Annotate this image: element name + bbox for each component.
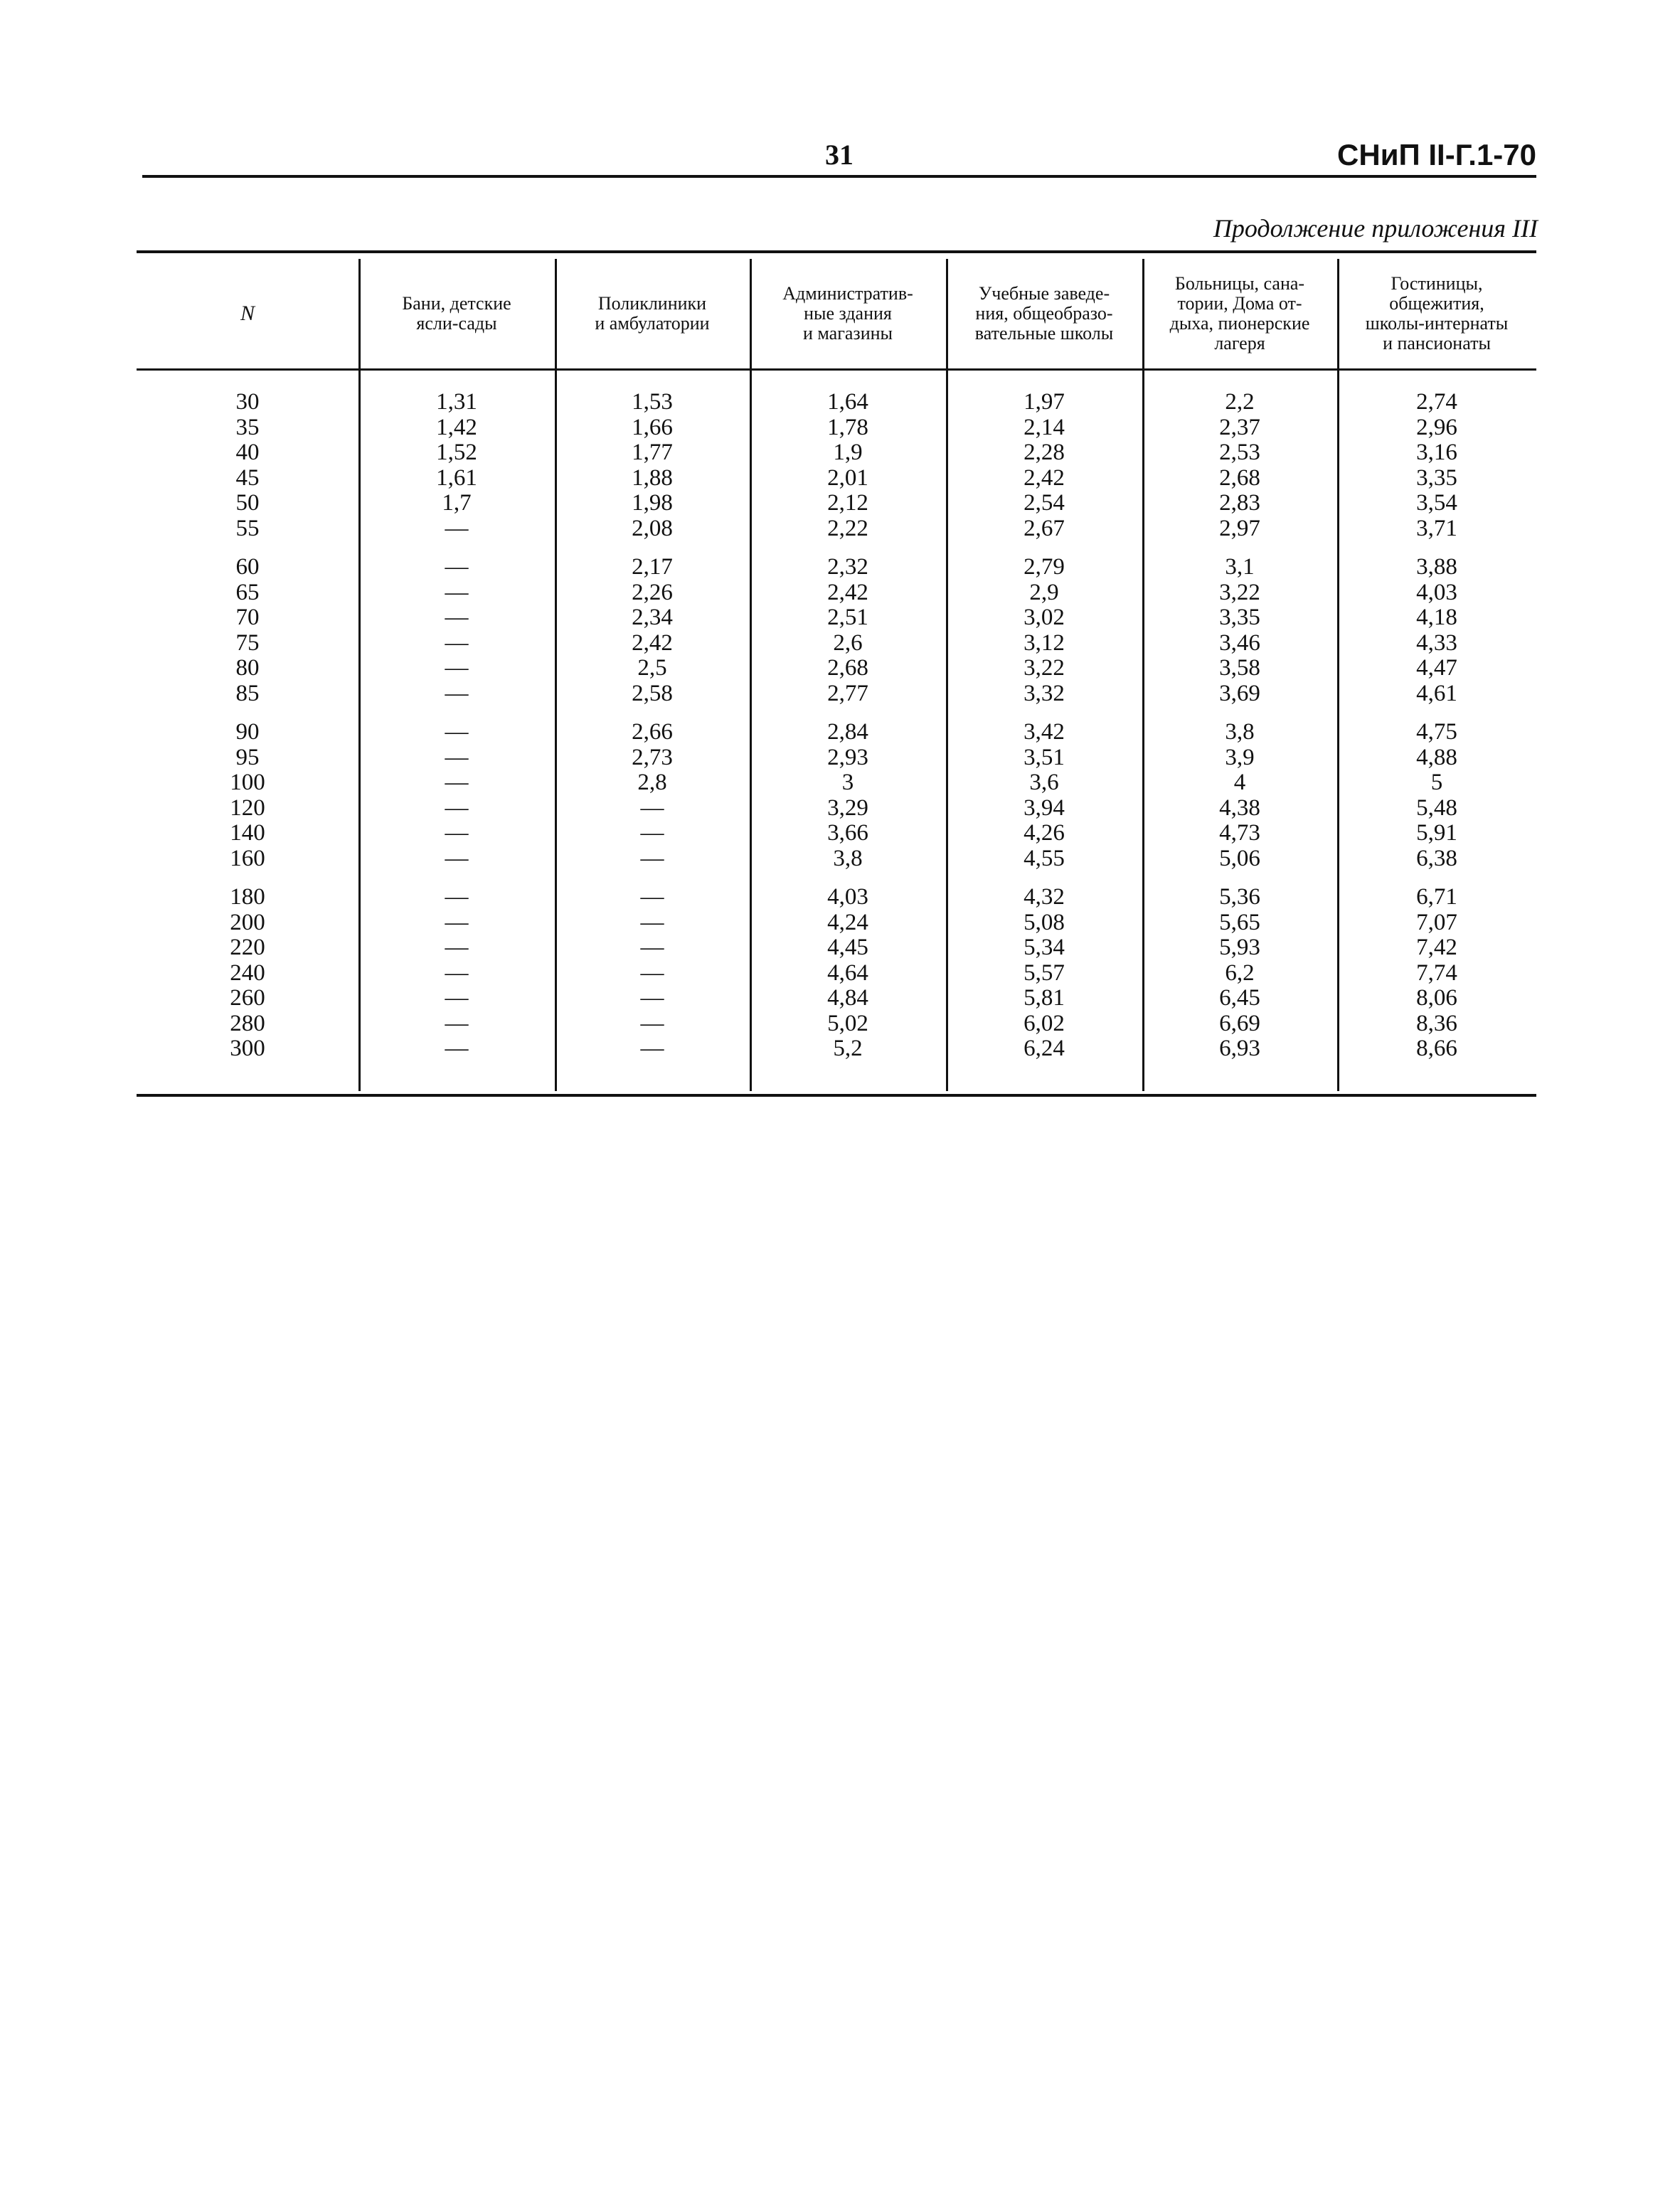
table-cell: — [640, 1010, 664, 1036]
table-cell: 3,02 [1024, 605, 1065, 630]
table-cell: 6,45 [1219, 985, 1260, 1011]
table-cell: 2,28 [1024, 440, 1065, 465]
table-cell: 5,65 [1219, 909, 1260, 935]
table-cell: 7,07 [1416, 909, 1457, 935]
row-n-value: 90 [235, 719, 260, 745]
table-cell: — [445, 605, 469, 630]
table-cell: 6,93 [1219, 1036, 1260, 1061]
row-n-value: 80 [235, 655, 260, 681]
table-top-rule [137, 250, 1536, 253]
table-cell: 5,2 [833, 1036, 863, 1061]
row-n-value: 60 [235, 554, 260, 580]
row-n-value: 260 [230, 985, 265, 1011]
table-cell: 4,45 [827, 935, 868, 960]
table-cell: 1,9 [833, 440, 863, 465]
table-cell: 4,03 [1416, 579, 1457, 605]
column-header: Учебные заведе- ния, общеобразо- вательные школы [974, 283, 1114, 344]
table-cell: 1,97 [1024, 389, 1065, 415]
table-cell: — [640, 935, 664, 960]
table-cell: 2,8 [637, 770, 667, 795]
table-cell: 3,22 [1219, 579, 1260, 605]
table-cell: 2,42 [632, 629, 673, 656]
row-n-value: 30 [235, 389, 260, 415]
table-cell: — [640, 820, 664, 846]
table-cell: 4,24 [827, 909, 868, 935]
column-header: Бани, детские ясли-сады [402, 293, 511, 334]
table-cell: 4,03 [827, 884, 868, 910]
table-cell: 4,47 [1416, 655, 1457, 681]
table-header-rule [137, 368, 1536, 371]
table-cell: — [445, 1010, 469, 1036]
document-code: СНиП II-Г.1-70 [1337, 138, 1536, 171]
table-cell: 3,35 [1416, 464, 1457, 491]
table-cell: 2,32 [827, 554, 868, 580]
row-n-value: 220 [230, 935, 265, 960]
table-cell: 2,17 [632, 554, 673, 580]
table-cell: 4,88 [1416, 744, 1457, 770]
table-cell: 2,42 [827, 579, 868, 605]
table-cell: 3,32 [1024, 680, 1065, 706]
row-n-value: 180 [230, 884, 265, 910]
table-cell: 2,12 [827, 490, 868, 516]
table-cell: 1,88 [632, 464, 673, 491]
table-cell: 2,2 [1225, 389, 1255, 415]
table-cell: 7,42 [1416, 935, 1457, 960]
table-cell: 3,94 [1024, 794, 1065, 821]
column-header: Гостиницы, общежития, школы-интернаты и пансионаты [1365, 273, 1509, 353]
row-n-value: 240 [230, 959, 265, 986]
table-cell: 2,68 [827, 655, 868, 681]
header-rule [142, 175, 1536, 178]
table-cell: 3,66 [827, 820, 868, 846]
table-cell: 1,77 [632, 440, 673, 465]
table-cell: 3,46 [1219, 629, 1260, 656]
row-n-value: 300 [230, 1036, 265, 1061]
table-cell: 6,69 [1219, 1010, 1260, 1036]
table-cell: 2,96 [1416, 414, 1457, 440]
table-cell: — [640, 845, 664, 871]
table-cell: 3,42 [1024, 719, 1065, 745]
row-n-value: 55 [235, 515, 260, 541]
data-table [137, 250, 1536, 1097]
table-cell: — [445, 959, 469, 986]
row-n-value: 45 [235, 464, 260, 491]
table-cell: — [640, 794, 664, 821]
table-cell: 3,22 [1024, 655, 1065, 681]
table-cell: 6,38 [1416, 845, 1457, 871]
table-cell: 2,22 [827, 515, 868, 541]
table-cell: 4,32 [1024, 884, 1065, 910]
page-header [142, 135, 1536, 178]
row-n-value: 75 [235, 629, 260, 656]
row-n-value: 50 [235, 490, 260, 516]
table-cell: 5,36 [1219, 884, 1260, 910]
table-cell: 1,78 [827, 414, 868, 440]
table-cell: 1,98 [632, 490, 673, 516]
table-cell: 3,29 [827, 794, 868, 821]
table-cell: 6,71 [1416, 884, 1457, 910]
table-cell: 4,64 [827, 959, 868, 986]
page-number: 31 [825, 139, 854, 171]
table-cell: 8,36 [1416, 1010, 1457, 1036]
table-cell: 3,88 [1416, 554, 1457, 580]
row-n-value: 120 [230, 794, 265, 821]
table-cell: — [640, 985, 664, 1011]
table-cell: 2,53 [1219, 440, 1260, 465]
table-cell: 5,06 [1219, 845, 1260, 871]
table-cell: 1,31 [436, 389, 477, 415]
table-cell: 3,16 [1416, 440, 1457, 465]
table-cell: 7,74 [1416, 959, 1457, 986]
table-cell: 4,55 [1024, 845, 1065, 871]
table-cell: 4,75 [1416, 719, 1457, 745]
table-cell: — [445, 515, 469, 541]
row-n-value: 160 [230, 845, 265, 871]
table-cell: 4,73 [1219, 820, 1260, 846]
row-n-value: 200 [230, 909, 265, 935]
table-cell: — [445, 719, 469, 745]
table-cell: 3,1 [1225, 554, 1255, 580]
table-cell: 3,12 [1024, 629, 1065, 656]
table-cell: 4,26 [1024, 820, 1065, 846]
table-cell: — [445, 820, 469, 846]
table-cell: 5,02 [827, 1010, 868, 1036]
table-cell: 5 [1430, 770, 1443, 795]
table-cell: — [445, 884, 469, 910]
table-cell: — [640, 884, 664, 910]
table-cell: 1,66 [632, 414, 673, 440]
table-cell: 3,6 [1029, 770, 1059, 795]
table-cell: 2,34 [632, 605, 673, 630]
table-cell: 2,74 [1416, 389, 1457, 415]
table-cell: 2,66 [632, 719, 673, 745]
table-cell: 2,73 [632, 744, 673, 770]
table-cell: 5,48 [1416, 794, 1457, 821]
table-cell: 2,68 [1219, 464, 1260, 491]
row-n-value: 65 [235, 579, 260, 605]
row-n-value: 70 [235, 605, 260, 630]
table-cell: 3,51 [1024, 744, 1065, 770]
table-cell: 8,66 [1416, 1036, 1457, 1061]
table-cell: 2,93 [827, 744, 868, 770]
table-cell: 1,64 [827, 389, 868, 415]
table-cell: — [640, 1036, 664, 1061]
table-cell: 4,61 [1416, 680, 1457, 706]
table-cell: 5,93 [1219, 935, 1260, 960]
table-cell: 6,24 [1024, 1036, 1065, 1061]
row-n-value: 140 [230, 820, 265, 846]
table-cell: — [445, 935, 469, 960]
table-cell: 2,83 [1219, 490, 1260, 516]
row-n-value: 100 [230, 770, 265, 795]
table-cell: 2,08 [632, 515, 673, 541]
table-cell: 3 [841, 770, 854, 795]
table-cell: 5,08 [1024, 909, 1065, 935]
table-cell: 2,5 [637, 655, 667, 681]
table-cell: — [445, 554, 469, 580]
table-cell: 5,34 [1024, 935, 1065, 960]
table-cell: 2,51 [827, 605, 868, 630]
table-cell: 4,18 [1416, 605, 1457, 630]
table-cell: 2,26 [632, 579, 673, 605]
column-header: N [240, 302, 255, 325]
row-n-value: 95 [235, 744, 260, 770]
table-cell: 3,35 [1219, 605, 1260, 630]
table-cell: — [445, 845, 469, 871]
table-cell: — [445, 985, 469, 1011]
table-cell: 2,67 [1024, 515, 1065, 541]
table-cell: 4 [1233, 770, 1246, 795]
row-n-value: 40 [235, 440, 260, 465]
table-cell: — [445, 794, 469, 821]
continuation-caption: Продолжение приложения III [1213, 214, 1538, 243]
table-cell: 3,58 [1219, 655, 1260, 681]
table-cell: — [445, 629, 469, 656]
column-header: Административ- ные здания и магазины [782, 283, 913, 344]
table-cell: 2,01 [827, 464, 868, 491]
row-n-value: 280 [230, 1010, 265, 1036]
table-cell: 3,71 [1416, 515, 1457, 541]
table-cell: 1,52 [436, 440, 477, 465]
table-cell: 2,54 [1024, 490, 1065, 516]
table-cell: 5,57 [1024, 959, 1065, 986]
table-cell: 1,7 [442, 490, 472, 516]
table-cell: 3,8 [833, 845, 863, 871]
table-cell: 6,02 [1024, 1010, 1065, 1036]
table-cell: 4,33 [1416, 629, 1457, 656]
column-header: Поликлиники и амбулатории [595, 293, 710, 334]
table-cell: 2,84 [827, 719, 868, 745]
table-cell: — [445, 680, 469, 706]
table-cell: 8,06 [1416, 985, 1457, 1011]
table-cell: 2,14 [1024, 414, 1065, 440]
table-cell: — [445, 770, 469, 795]
table-cell: 2,37 [1219, 414, 1260, 440]
table-cell: — [445, 655, 469, 681]
row-n-value: 35 [235, 414, 260, 440]
column-header: Больницы, сана- тории, Дома от- дыха, пионерские лагеря [1169, 273, 1310, 353]
table-cell: 4,84 [827, 985, 868, 1011]
table-cell: 6,2 [1225, 959, 1255, 986]
table-cell: 2,58 [632, 680, 673, 706]
table-cell: — [640, 959, 664, 986]
table-cell: 1,61 [436, 464, 477, 491]
table-cell: 2,42 [1024, 464, 1065, 491]
table-cell: 5,81 [1024, 985, 1065, 1011]
table-cell: 3,69 [1219, 680, 1260, 706]
table-cell: 2,9 [1029, 579, 1059, 605]
table-cell: — [445, 744, 469, 770]
table-cell: — [640, 909, 664, 935]
table-cell: 3,54 [1416, 490, 1457, 516]
table-cell: 5,91 [1416, 820, 1457, 846]
row-n-value: 85 [235, 680, 260, 706]
table-cell: 1,42 [436, 414, 477, 440]
table-cell: 3,9 [1225, 744, 1255, 770]
table-cell: — [445, 579, 469, 605]
table-cell: 2,6 [833, 629, 863, 656]
table-cell: 4,38 [1219, 794, 1260, 821]
table-cell: 3,8 [1225, 719, 1255, 745]
table-cell: — [445, 1036, 469, 1061]
table-cell: 2,79 [1024, 554, 1065, 580]
table-cell: — [445, 909, 469, 935]
table-cell: 2,77 [827, 680, 868, 706]
table-cell: 2,97 [1219, 515, 1260, 541]
table-cell: 1,53 [632, 389, 673, 415]
table-bottom-rule [137, 1094, 1536, 1097]
